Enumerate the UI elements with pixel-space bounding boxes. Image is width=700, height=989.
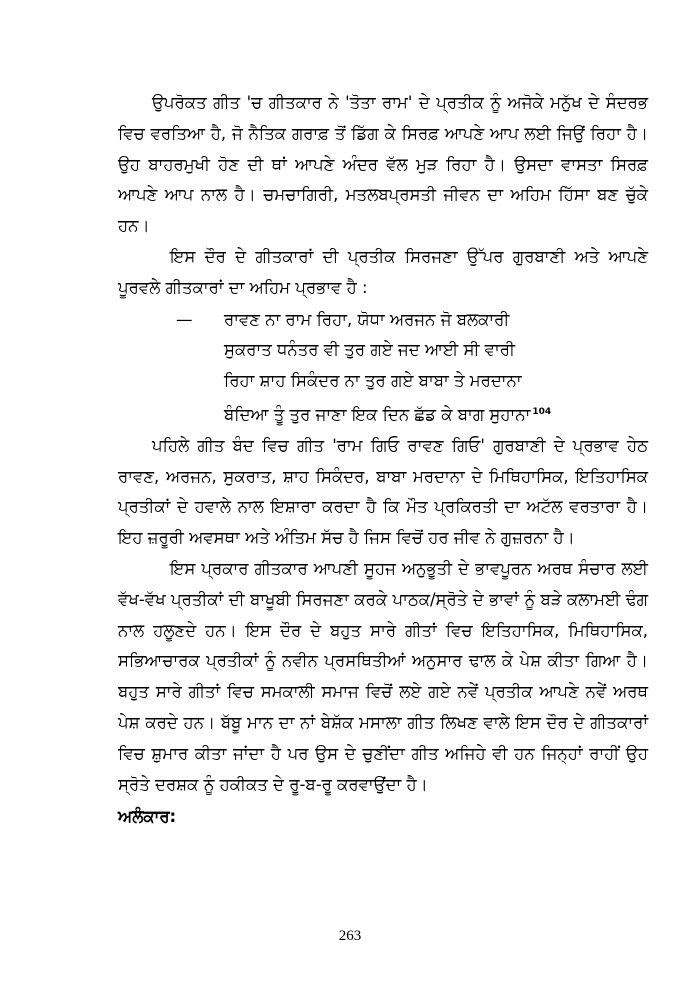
verse-line-4-text: ਬੰਦਿਆ ਤੂੰ ਤੁਰ ਜਾਣਾ ਇਕ ਦਿਨ ਛੱਡ ਕੇ ਬਾਗ ਸੁਹਾਨਾ (224, 404, 531, 424)
paragraph-2: ਇਸ ਦੌਰ ਦੇ ਗੀਤਕਾਰਾਂ ਦੀ ਪ੍ਰਤੀਕ ਸਿਰਜਣਾ ਉੱਪਰ ਗੁਰਬਾਣੀ ਅਤੇ ਆਪਣੇ ਪੂਰਵਲੇ ਗੀਤਕਾਰਾਂ ਦਾ ਅਹਿਮ ਪ੍ਰਭਾਵ ਹੈ : (118, 246, 648, 297)
verse-line-2: ਸੁਕਰਾਤ ਧਨੰਤਰ ਵੀ ਤੁਰ ਗਏ ਜਦ ਆਈ ਸੀ ਵਾਰੀ (224, 340, 515, 360)
verse-line-1: ਰਾਵਣ ਨਾ ਰਾਮ ਰਿਹਾ, ਯੋਧਾ ਅਰਜਨ ਜੋ ਬਲਕਾਰੀ (224, 309, 510, 329)
body-text (118, 88, 648, 833)
verse-line-3: ਰਿਹਾ ਸ਼ਾਹ ਸਿਕੰਦਰ ਨਾ ਤੁਰ ਗਏ ਬਾਬਾ ਤੇ ਮਰਦਾਨਾ (224, 371, 522, 391)
section-heading: ਅਲੰਕਾਰ: (118, 807, 177, 827)
footnote-marker: 104 (532, 406, 552, 417)
paragraph-3: ਪਹਿਲੇ ਗੀਤ ਬੰਦ ਵਿਚ ਗੀਤ 'ਰਾਮ ਗਿਓ ਰਾਵਣ ਗਿਓ' ਗੁਰਬਾਣੀ ਦੇ ਪ੍ਰਭਾਵ ਹੇਠ ਰਾਵਣ, ਅਰਜਨ, ਸੁਕਰਾਤ, ਸ਼ਾਹ ਸਿਕੰਦਰ, ਬਾਬਾ ਮਰਦਾਨਾ ਦੇ ਮਿਥਿਹਾਸਿਕ, ਇਤਿਹਾਸਿਕ ਪ੍ਰਤੀਕਾਂ ਦੇ ਹਵਾਲੇ ਨਾਲ ਇਸ਼ਾਰਾ ਕਰਦਾ ਹੈ ਕਿ ਮੌਤ ਪ੍ਰਕਿਰਤੀ ਦਾ ਅਟੱਲ ਵਰਤਾਰਾ ਹੈ। ਇਹ ਜ਼ਰੂਰੀ ਅਵਸਥਾ ਅਤੇ ਅੰਤਿਮ ਸੱਚ ਹੈ ਜਿਸ ਵਿਚੋਂ ਹਰ ਜੀਵ ਨੇ ਗੁਜ਼ਰਨਾ ਹੈ। (118, 435, 648, 548)
verse-dash: — (176, 309, 193, 329)
paragraph-1: ਉਪਰੋਕਤ ਗੀਤ 'ਚ ਗੀਤਕਾਰ ਨੇ 'ਤੋਤਾ ਰਾਮ' ਦੇ ਪ੍ਰਤੀਕ ਨੂੰ ਅਜੋਕੇ ਮਨੁੱਖ ਦੇ ਸੰਦਰਭ ਵਿਚ ਵਰਤਿਆ ਹੈ, ਜੋ ਨੈਤਿਕ ਗਰਾਫ਼ ਤੋਂ ਡਿੱਗ ਕੇ ਸਿਰਫ਼ ਆਪਣੇ ਆਪ ਲਈ ਜਿਉਂ ਰਿਹਾ ਹੈ। ਉਹ ਬਾਹਰਮੁਖੀ ਹੋਣ ਦੀ ਥਾਂ ਆਪਣੇ ਅੰਦਰ ਵੱਲ ਮੁੜ ਰਿਹਾ ਹੈ। ਉਸਦਾ ਵਾਸਤਾ ਸਿਰਫ਼ ਆਪਣੇ ਆਪ ਨਾਲ ਹੈ। ਚਮਚਾਗਿਰੀ, ਮਤਲਬਪ੍ਰਸਤੀ ਜੀਵਨ ਦਾ ਅਹਿਮ ਹਿੱਸਾ ਬਣ ਚੁੱਕੇ ਹਨ। (118, 93, 648, 236)
page-number: 263 (338, 928, 362, 944)
verse-line-4 (224, 397, 648, 431)
paragraph-4: ਇਸ ਪ੍ਰਕਾਰ ਗੀਤਕਾਰ ਆਪਣੀ ਸੂਹਜ ਅਨੁਭੂਤੀ ਦੇ ਭਾਵਪੂਰਨ ਅਰਥ ਸੰਚਾਰ ਲਈ ਵੱਖ-ਵੱਖ ਪ੍ਰਤੀਕਾਂ ਦੀ ਬਾਖੂਬੀ ਸਿਰਜਣਾ ਕਰਕੇ ਪਾਠਕ/ਸ੍ਰੋਤੇ ਦੇ ਭਾਵਾਂ ਨੂੰ ਬੜੇ ਕਲਾਮਈ ਢੰਗ ਨਾਲ ਹਲੂਣਦੇ ਹਨ। ਇਸ ਦੌਰ ਦੇ ਬਹੁਤ ਸਾਰੇ ਗੀਤਾਂ ਵਿਚ ਇਤਿਹਾਸਿਕ, ਮਿਥਿਹਾਸਿਕ, ਸਭਿਆਚਾਰਕ ਪ੍ਰਤੀਕਾਂ ਨੂੰ ਨਵੀਨ ਪ੍ਰਸਥਿਤੀਆਂ ਅਨੁਸਾਰ ਢਾਲ ਕੇ ਪੇਸ਼ ਕੀਤਾ ਗਿਆ ਹੈ। ਬਹੁਤ ਸਾਰੇ ਗੀਤਾਂ ਵਿਚ ਸਮਕਾਲੀ ਸਮਾਜ ਵਿਚੋਂ ਲਏ ਗਏ ਨਵੇਂ ਪ੍ਰਤੀਕ ਆਪਣੇ ਨਵੇਂ ਅਰਥ ਪੇਸ਼ ਕਰਦੇ ਹਨ। ਬੱਬੂ ਮਾਨ ਦਾ ਨਾਂ ਬੇਸ਼ੱਕ ਮਸਾਲਾ ਗੀਤ ਲਿਖਣ ਵਾਲੇ ਇਸ ਦੌਰ ਦੇ ਗੀਤਕਾਰਾਂ ਵਿਚ ਸ਼ੁਮਾਰ ਕੀਤਾ ਜਾਂਦਾ ਹੈ ਪਰ ਉਸ ਦੇ ਚੁਣੀਂਦਾ ਗੀਤ ਅਜਿਹੇ ਵੀ ਹਨ ਜਿਨ੍ਹਾਂ ਰਾਹੀਂ ਉਹ ਸ੍ਰੋਤੇ ਦਰਸ਼ਕ ਨੂੰ ਹਕੀਕਤ ਦੇ ਰੂ-ਬ-ਰੂ ਕਰਵਾਉਂਦਾ ਹੈ। (118, 558, 648, 794)
verse-block (176, 305, 648, 431)
